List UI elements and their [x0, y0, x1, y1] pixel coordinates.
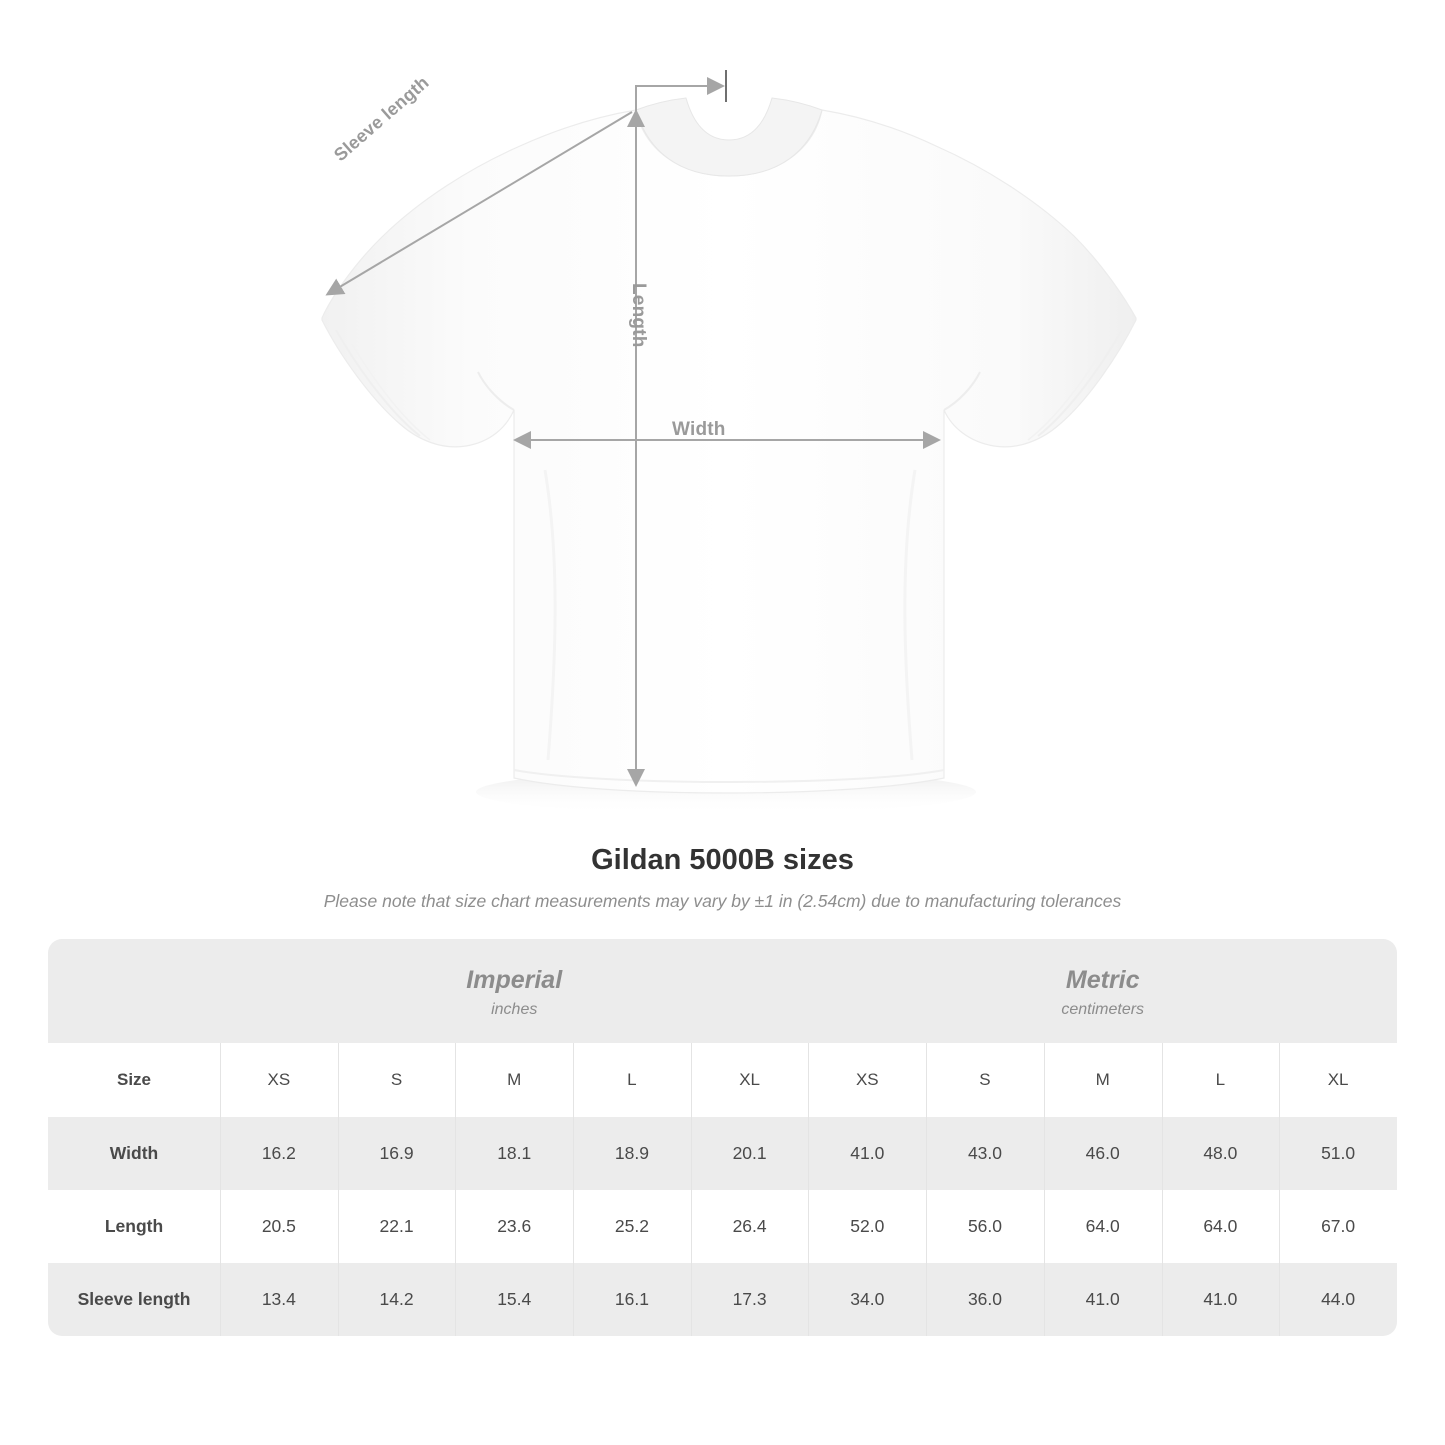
cell-sleeve-metric-l: 41.0 [1162, 1263, 1280, 1336]
unit-group-imperial [220, 939, 808, 1043]
tshirt-shape [322, 98, 1136, 793]
cell-width-metric-xl: 51.0 [1279, 1117, 1397, 1190]
cell-length-metric-l: 64.0 [1162, 1190, 1280, 1263]
cell-sleeve-imperial-s: 14.2 [338, 1263, 456, 1336]
page-title: Gildan 5000B sizes [591, 844, 854, 876]
table-row [48, 1190, 1397, 1263]
cell-width-metric-l: 48.0 [1162, 1117, 1280, 1190]
width-dimension-label: Width [672, 419, 726, 440]
unit-group-imperial-unit: inches [491, 1001, 538, 1019]
cell-length-imperial-s: 22.1 [338, 1190, 456, 1263]
row-label-length: Length [48, 1190, 220, 1263]
cell-sleeve-metric-m: 41.0 [1044, 1263, 1162, 1336]
header-imperial-xs: XS [220, 1043, 338, 1117]
sleeve-length-dimension-label: Sleeve length [330, 72, 433, 166]
cell-length-metric-m: 64.0 [1044, 1190, 1162, 1263]
header-metric-xs: XS [808, 1043, 926, 1117]
cell-width-imperial-xs: 16.2 [220, 1117, 338, 1190]
header-size: Size [48, 1043, 220, 1117]
cell-length-imperial-l: 25.2 [573, 1190, 691, 1263]
cell-length-metric-s: 56.0 [926, 1190, 1044, 1263]
cell-width-metric-s: 43.0 [926, 1117, 1044, 1190]
header-imperial-l: L [573, 1043, 691, 1117]
header-imperial-s: S [338, 1043, 456, 1117]
table-row [48, 1117, 1397, 1190]
cell-width-imperial-s: 16.9 [338, 1117, 456, 1190]
cell-sleeve-imperial-m: 15.4 [455, 1263, 573, 1336]
header-imperial-m: M [455, 1043, 573, 1117]
unit-spacer-cell [48, 939, 220, 1043]
cell-length-imperial-m: 23.6 [455, 1190, 573, 1263]
unit-group-metric [808, 939, 1397, 1043]
tolerance-note: Please note that size chart measurements may vary by ±1 in (2.54cm) due to manufacturing tolerances [323, 891, 1122, 911]
header-metric-l: L [1162, 1043, 1280, 1117]
header-metric-xl: XL [1279, 1043, 1397, 1117]
cell-length-imperial-xs: 20.5 [220, 1190, 338, 1263]
row-label-sleeve-length: Sleeve length [48, 1263, 220, 1336]
cell-sleeve-imperial-l: 16.1 [573, 1263, 691, 1336]
row-label-width: Width [48, 1117, 220, 1190]
header-metric-s: S [926, 1043, 1044, 1117]
cell-sleeve-imperial-xs: 13.4 [220, 1263, 338, 1336]
cell-width-imperial-l: 18.9 [573, 1117, 691, 1190]
cell-width-imperial-xl: 20.1 [691, 1117, 809, 1190]
cell-length-imperial-xl: 26.4 [691, 1190, 809, 1263]
size-table-wrapper [48, 939, 1397, 1336]
cell-width-imperial-m: 18.1 [455, 1117, 573, 1190]
unit-system-row [48, 939, 1397, 1043]
unit-group-imperial-name: Imperial [466, 966, 563, 994]
cell-sleeve-metric-xl: 44.0 [1279, 1263, 1397, 1336]
cell-length-metric-xl: 67.0 [1279, 1190, 1397, 1263]
cell-length-metric-xs: 52.0 [808, 1190, 926, 1263]
header-imperial-xl: XL [691, 1043, 809, 1117]
unit-group-metric-name: Metric [1065, 966, 1140, 994]
header-metric-m: M [1044, 1043, 1162, 1117]
cell-sleeve-metric-s: 36.0 [926, 1263, 1044, 1336]
table-row [48, 1263, 1397, 1336]
cell-width-metric-m: 46.0 [1044, 1117, 1162, 1190]
cell-sleeve-metric-xs: 34.0 [808, 1263, 926, 1336]
cell-width-metric-xs: 41.0 [808, 1117, 926, 1190]
cell-sleeve-imperial-xl: 17.3 [691, 1263, 809, 1336]
unit-group-metric-unit: centimeters [1061, 1001, 1145, 1019]
column-header-row [48, 1043, 1397, 1117]
length-dimension-label: Length [628, 283, 649, 348]
size-table [48, 939, 1397, 1336]
chart-heading [0, 844, 1445, 912]
